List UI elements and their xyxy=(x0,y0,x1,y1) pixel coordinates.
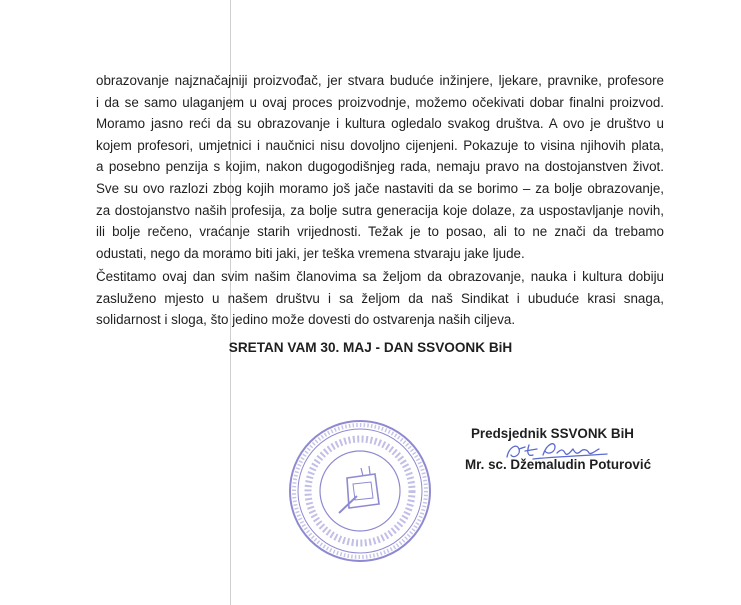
motto-heading: SRETAN VAM 30. MAJ - DAN SSVOONK BiH xyxy=(228,340,513,355)
paragraph-line: obrazovanje najznačajniji proizvođač, jer stvara buduće inžinjere, ljekare, pravnike, profesore xyxy=(96,73,664,88)
paragraph-line: Moramo jasno reći da su obrazovanje i kultura ogledalo svakog društva. A ovo je društvo u xyxy=(96,116,664,132)
paragraph-line: Sve su ovo razlozi zbog kojih moramo još jače nastaviti da se borimo – za bolje obrazovanje, xyxy=(96,180,664,196)
paragraph-line: kojem profesori, umjetnici i naučnici nisu dovoljno cijenjeni. Pokazuje to visina njihovih plata, xyxy=(96,137,664,153)
paragraph-line: ili bolje rečeno, vraćanje starih vrijednosti. Težak je to posao, ali to ne znači da trebamo xyxy=(96,224,664,240)
signatory-name: Mr. sc. Džemaludin Poturović xyxy=(465,457,652,472)
paragraph-line: solidarnost i sloga, što jedino može dovesti do ostvarenja naših ciljeva. xyxy=(96,312,516,328)
paragraph-line: odustati, nego da moramo biti jaki, jer teška vremena stvaraju jake ljude. xyxy=(96,245,525,261)
paragraph-line: i da se samo ulaganjem u ovaj proces proizvodnje, možemo očekivati dobar finalni proizvod. xyxy=(96,94,664,110)
paragraph-line: za dostojanstvo naših profesija, za bolje sutra generacija koje dolaze, za uspostavljanje novih, xyxy=(96,202,664,218)
body-paragraph-2 xyxy=(96,266,664,331)
signatory-title: Predsjednik SSVONK BiH xyxy=(471,426,634,441)
union-stamp-seal xyxy=(287,418,433,564)
paragraph-line: Čestitamo ovaj dan svim našim članovima sa željom da obrazovanje, nauka i kultura dobiju xyxy=(96,269,664,284)
body-paragraph-1 xyxy=(96,70,664,264)
paragraph-line: a posebno penzija s kojim, nakon dugogodišnjeg rada, nemaju pravo na dostojanstven život. xyxy=(96,159,664,175)
paragraph-line: zasluženo mjesto u našem društvu i sa željom da naš Sindikat i ubuduće krasi snaga, xyxy=(96,290,664,306)
